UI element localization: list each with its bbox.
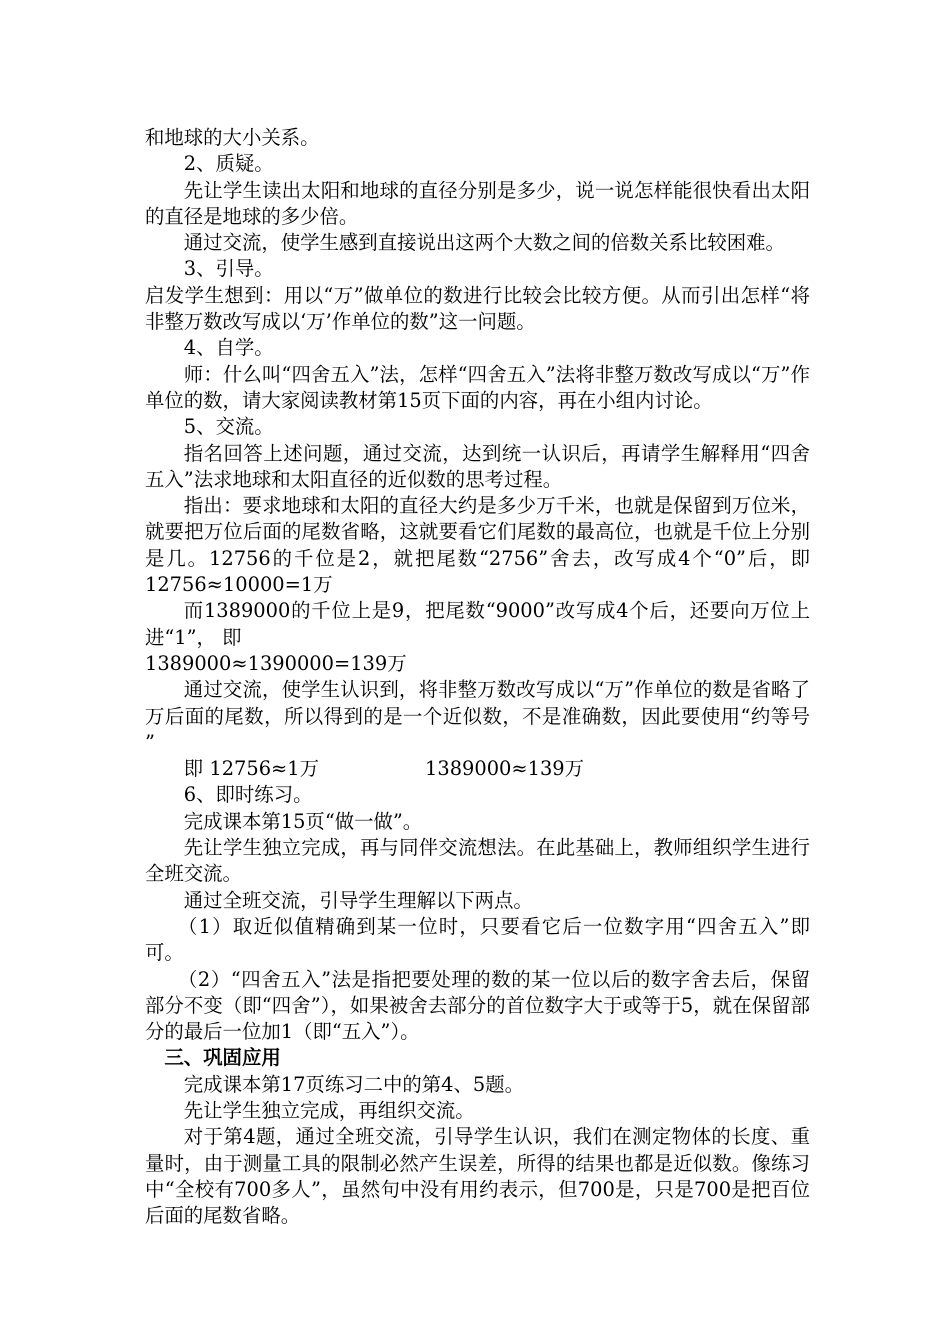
document-body (145, 125, 810, 1229)
paragraph: 先让学生读出太阳和地球的直径分别是多少，说一说怎样能很快看出太阳的直径是地球的多少倍。 (145, 178, 810, 228)
step-heading: 2、质疑。 (183, 152, 274, 176)
step-heading: 3、引导。 (183, 257, 274, 281)
approx-formula-right: 1389000≈139万 (425, 757, 585, 781)
paragraph: 完成课本第15页“做一做”。 (183, 809, 423, 833)
paragraph: 先让学生独立完成，再与同伴交流想法。在此基础上，教师组织学生进行全班交流。 (145, 836, 810, 886)
step-heading: 4、自学。 (183, 336, 274, 360)
paragraph: 和地球的大小关系。 (145, 126, 320, 149)
paragraph: 通过交流，使学生感到直接说出这两个大数之间的倍数关系比较困难。 (183, 231, 785, 255)
list-item: （1）取近似值精确到某一位时，只要看它后一位数字用“四舍五入”即可。 (145, 914, 810, 965)
list-item: （2）“四舍五入”法是指把要处理的数的某一位以后的数字舍去后，保留部分不变（即“四舍”），如果被舍去部分的首位数字大于或等于5，就在保留部分的最后一位加1（即“五入”）。 (145, 967, 810, 1044)
step-heading: 6、即时练习。 (183, 783, 313, 807)
paragraph: 指出：要求地球和太阳的直径大约是多少万千米，也就是保留到万位米，就要把万位后面的尾数省略，这就要看它们尾数的最高位，也就是千位上分别是几。12756的千位是2，就把尾数“2756”舍去，改写成4个“0”后，即 12756≈10000=1万 (145, 494, 810, 597)
approx-formula-line (145, 756, 810, 782)
paragraph: 通过全班交流，引导学生理解以下两点。 (183, 888, 533, 912)
paragraph: 完成课本第17页练习二中的第4、5题。 (183, 1072, 525, 1096)
formula-line: 1389000≈1390000=139万 (145, 651, 407, 675)
paragraph: 启发学生想到：用以“万”做单位的数进行比较会比较方便。从而引出怎样“将非整万数改写成以‘万’作单位的数”这一问题。 (145, 283, 810, 334)
paragraph: 而1389000的千位上是9，把尾数“9000”改写成4个后，还要向万位上进“1”， 即 (145, 599, 810, 649)
paragraph: 先让学生独立完成，再组织交流。 (183, 1098, 475, 1122)
paragraph: 对于第4题，通过全班交流，引导学生认识，我们在测定物体的长度、重量时，由于测量工具的限制必然产生误差，所得的结果也都是近似数。像练习中“全校有700多人”，虽然句中没有用约表示，但700是，只是700是把百位后面的尾数省略。 (145, 1125, 810, 1228)
step-heading: 5、交流。 (183, 415, 274, 439)
section-heading: 三、巩固应用 (164, 1046, 281, 1070)
approx-formula-left: 即 12756≈1万 (183, 757, 320, 781)
paragraph: 通过交流，使学生认识到，将非整万数改写成以“万”作单位的数是省略了万后面的尾数，所以得到的是一个近似数，不是准确数，因此要使用“约等号 ” (145, 678, 810, 754)
paragraph: 师：什么叫“四舍五入”法，怎样“四舍五入”法将非整万数改写成以“万”作单位的数，请大家阅读教材第15页下面的内容，再在小组内讨论。 (145, 362, 810, 412)
paragraph: 指名回答上述问题，通过交流，达到统一认识后，再请学生解释用“四舍五入”法求地球和太阳直径的近似数的思考过程。 (145, 441, 810, 491)
